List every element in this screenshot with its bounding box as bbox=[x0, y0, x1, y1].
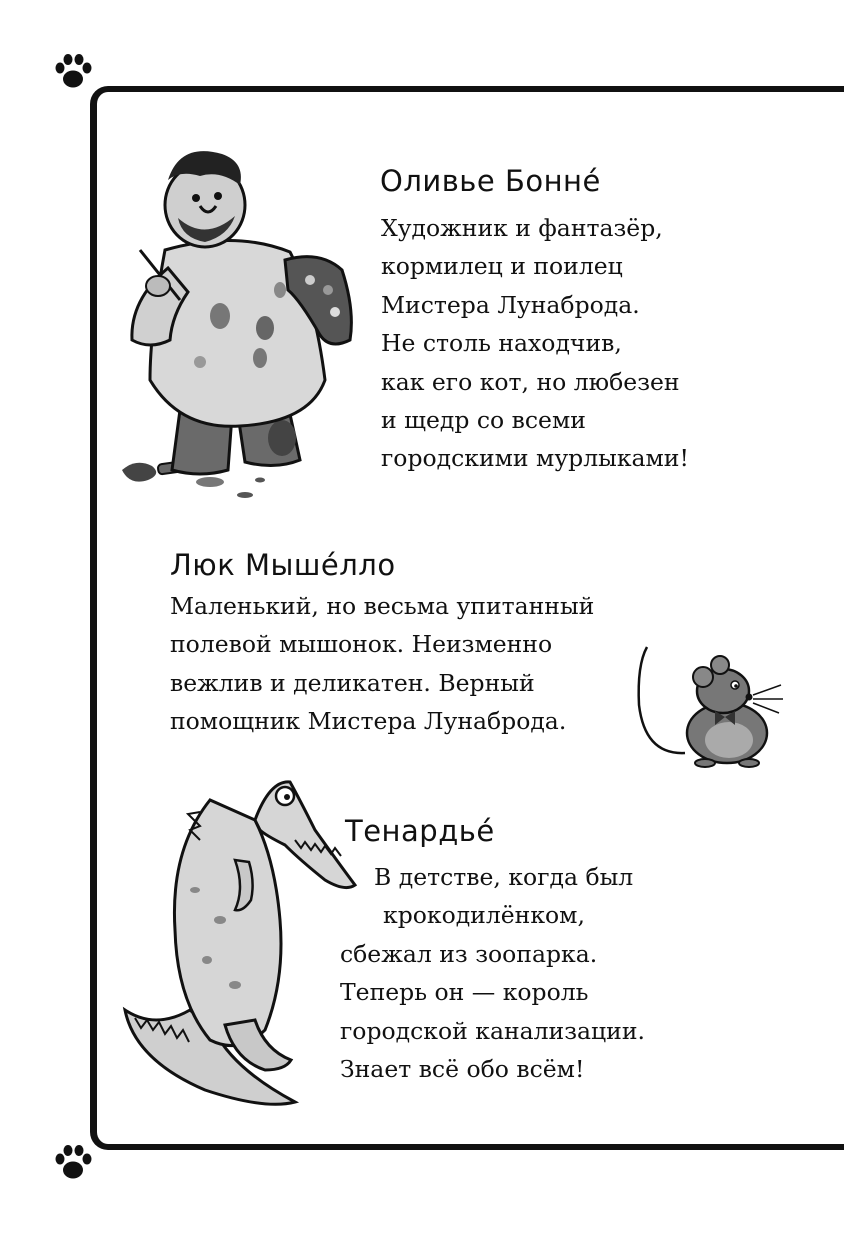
description-line: Не столь находчив, bbox=[381, 329, 622, 358]
description-line: городской канализации. bbox=[340, 1016, 645, 1045]
description-line: В детстве, когда был bbox=[374, 863, 634, 891]
character-description bbox=[340, 858, 645, 1088]
description-line: кормилец и поилец bbox=[381, 252, 623, 281]
description-line: крокодилёнком, bbox=[383, 901, 585, 930]
description-line: и щедр со всеми bbox=[381, 406, 586, 435]
description-line: Теперь он — король bbox=[340, 978, 589, 1007]
description-line: городскими мурлыками! bbox=[381, 444, 689, 473]
painter-illustration bbox=[110, 140, 360, 510]
character-name: Тенардье́ bbox=[345, 814, 495, 848]
description-line: Художник и фантазёр, bbox=[381, 214, 663, 242]
character-description bbox=[381, 209, 689, 478]
character-name: Оливье Бонне́ bbox=[380, 164, 601, 198]
crocodile-illustration bbox=[115, 770, 360, 1115]
character-description bbox=[170, 587, 594, 741]
description-line: как его кот, но любезен bbox=[381, 367, 680, 396]
description-line: вежлив и деликатен. Верный bbox=[170, 668, 535, 697]
description-line: Маленький, но весьма упитанный bbox=[170, 592, 595, 620]
mouse-illustration bbox=[625, 645, 790, 775]
paw-print-icon bbox=[52, 1143, 94, 1185]
paw-print-icon bbox=[52, 52, 94, 94]
description-line: Знает всё обо всём! bbox=[340, 1055, 585, 1084]
description-line: полевой мышонок. Неизменно bbox=[170, 630, 553, 659]
description-line: Мистера Лунаброда. bbox=[381, 290, 640, 319]
description-line: сбежал из зоопарка. bbox=[340, 939, 598, 968]
description-line: помощник Мистера Лунаброда. bbox=[170, 707, 567, 736]
character-name: Люк Мыше́лло bbox=[170, 548, 396, 582]
